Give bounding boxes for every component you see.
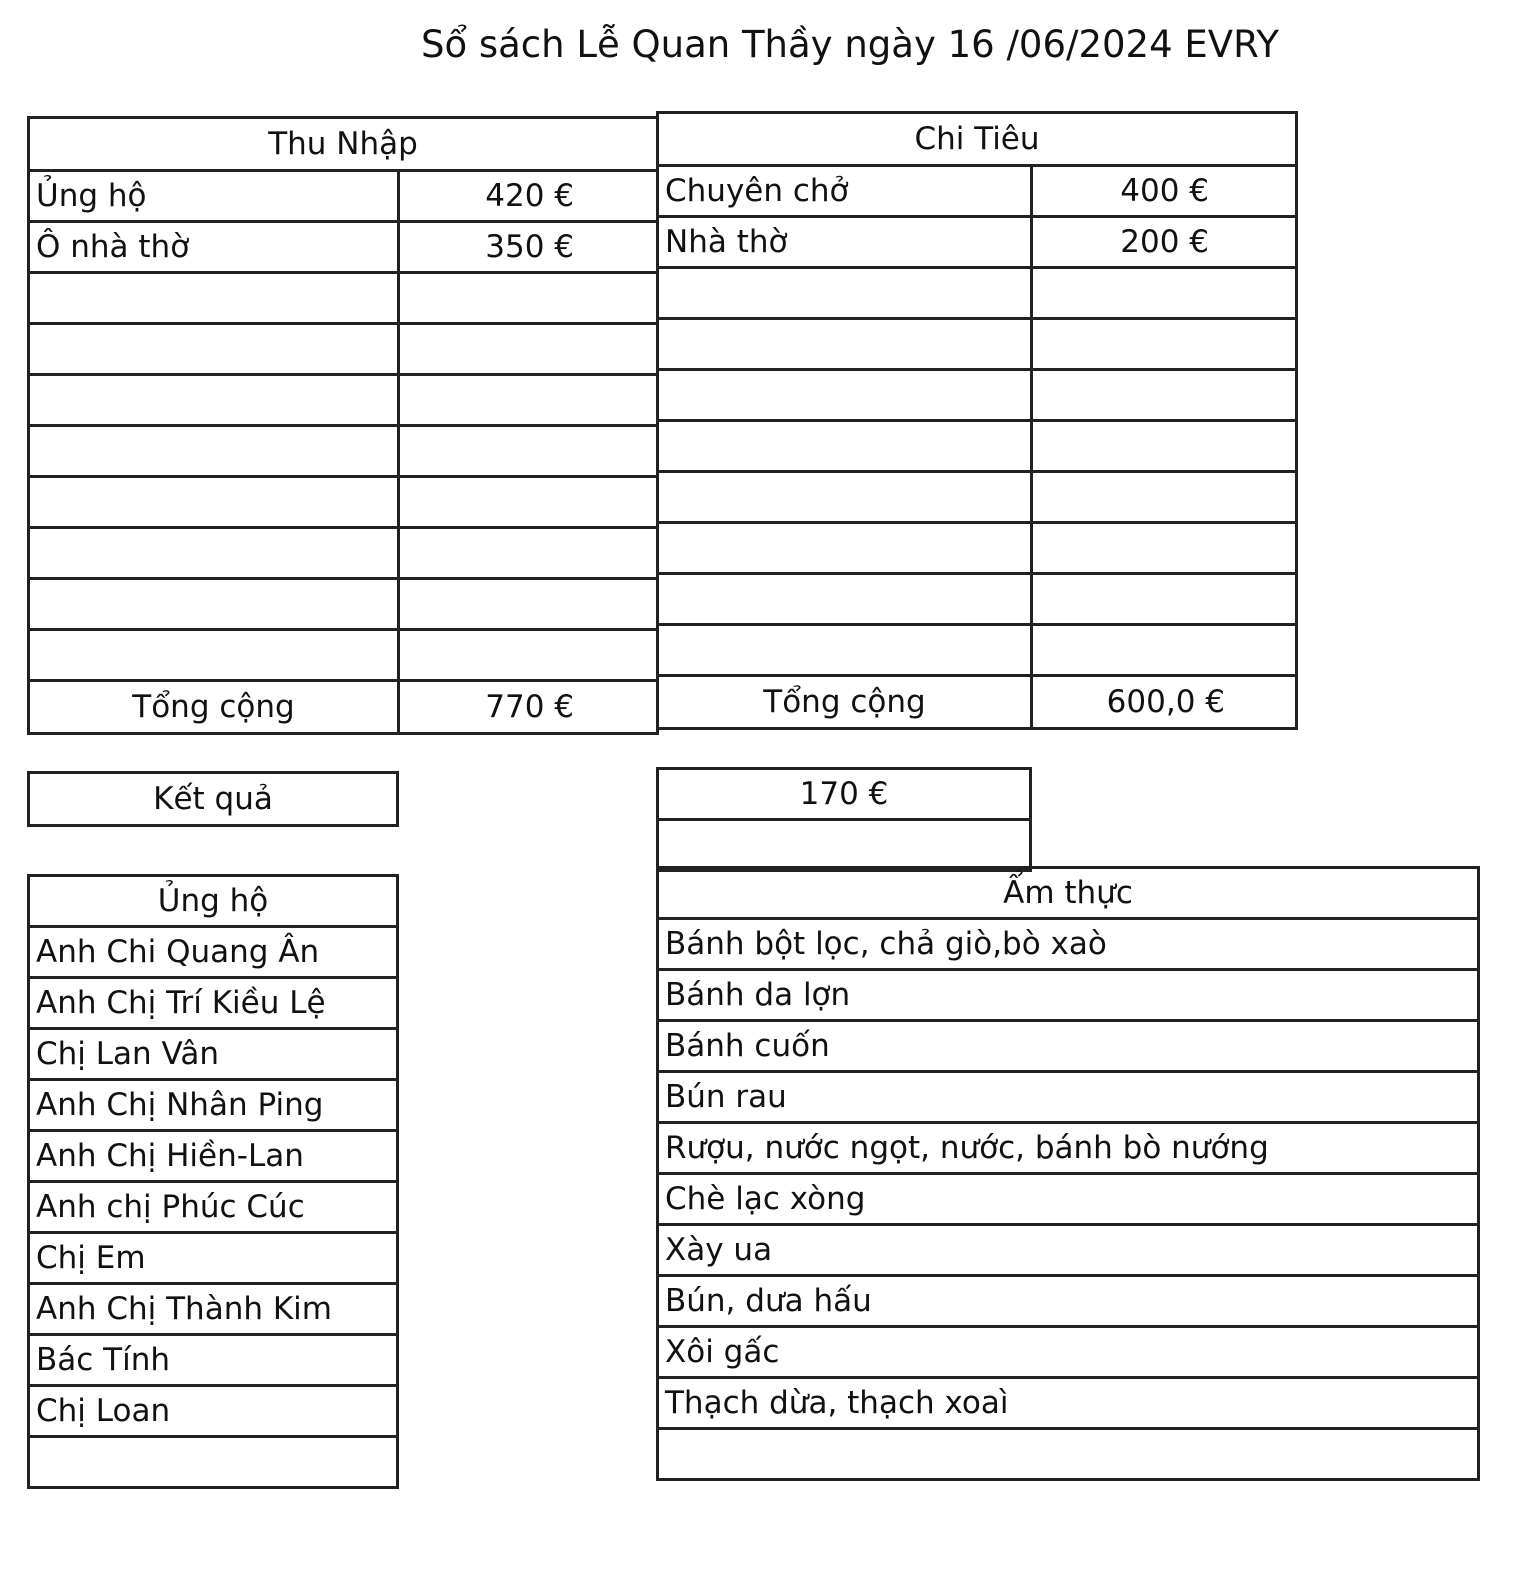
food-item: Thạch dừa, thạch xoaì	[659, 1379, 1480, 1430]
donors-table	[27, 874, 399, 1489]
empty-cell	[1033, 575, 1298, 626]
empty-cell	[30, 631, 400, 682]
donor-name: Anh Chị Thành Kim	[30, 1285, 399, 1336]
empty-cell	[30, 580, 400, 631]
expense-header: Chi Tiêu	[659, 114, 1298, 167]
empty-cell	[659, 821, 1032, 872]
expense-row-amount: 200 €	[1033, 218, 1298, 269]
donors-header: Ủng hộ	[30, 877, 399, 928]
empty-cell	[1033, 524, 1298, 575]
food-table	[656, 866, 1480, 1481]
expense-table	[656, 111, 1298, 730]
result-box	[27, 771, 399, 827]
empty-cell	[1033, 269, 1298, 320]
food-item: Xày ua	[659, 1226, 1480, 1277]
empty-cell	[659, 371, 1033, 422]
empty-cell	[30, 376, 400, 427]
empty-cell	[400, 325, 659, 376]
empty-cell	[30, 325, 400, 376]
empty-cell	[1033, 473, 1298, 524]
empty-cell	[400, 529, 659, 580]
empty-cell	[659, 422, 1033, 473]
food-item: Xôi gấc	[659, 1328, 1480, 1379]
empty-cell	[659, 575, 1033, 626]
empty-cell	[1033, 371, 1298, 422]
empty-cell	[400, 376, 659, 427]
donor-name: Anh Chi Quang Ân	[30, 928, 399, 979]
empty-cell	[30, 1438, 399, 1489]
page-title: Sổ sách Lễ Quan Thầy ngày 16 /06/2024 EVRY	[420, 23, 1280, 66]
expense-total-label: Tổng cộng	[659, 677, 1033, 730]
food-item: Chè lạc xòng	[659, 1175, 1480, 1226]
empty-cell	[30, 529, 400, 580]
empty-cell	[1033, 320, 1298, 371]
empty-cell	[400, 580, 659, 631]
donor-name: Anh Chị Hiền-Lan	[30, 1132, 399, 1183]
donor-name: Anh Chị Trí Kiều Lệ	[30, 979, 399, 1030]
food-header: Ẩm thực	[659, 869, 1480, 920]
balance-box	[656, 767, 1032, 872]
food-item: Bún rau	[659, 1073, 1480, 1124]
donor-name: Anh chị Phúc Cúc	[30, 1183, 399, 1234]
empty-cell	[400, 631, 659, 682]
donor-name: Anh Chị Nhân Ping	[30, 1081, 399, 1132]
empty-cell	[30, 478, 400, 529]
income-row-label: Ủng hộ	[30, 172, 400, 223]
empty-cell	[400, 274, 659, 325]
donor-name: Chị Loan	[30, 1387, 399, 1438]
empty-cell	[659, 269, 1033, 320]
expense-row-label: Nhà thờ	[659, 218, 1033, 269]
food-item: Bánh bột lọc, chả giò,bò xaò	[659, 920, 1480, 971]
income-total-amount: 770 €	[400, 682, 659, 735]
empty-cell	[30, 427, 400, 478]
empty-cell	[659, 524, 1033, 575]
income-row-label: Ô nhà thờ	[30, 223, 400, 274]
food-item: Bánh cuốn	[659, 1022, 1480, 1073]
donor-name: Chị Lan Vân	[30, 1030, 399, 1081]
empty-cell	[659, 626, 1033, 677]
empty-cell	[1033, 422, 1298, 473]
food-item: Bánh da lợn	[659, 971, 1480, 1022]
empty-cell	[400, 427, 659, 478]
income-total-label: Tổng cộng	[30, 682, 400, 735]
empty-cell	[659, 320, 1033, 371]
expense-total-amount: 600,0 €	[1033, 677, 1298, 730]
result-value: 170 €	[659, 770, 1032, 821]
empty-cell	[659, 473, 1033, 524]
empty-cell	[30, 274, 400, 325]
empty-cell	[1033, 626, 1298, 677]
donor-name: Chị Em	[30, 1234, 399, 1285]
income-row-amount: 350 €	[400, 223, 659, 274]
income-table	[27, 116, 659, 735]
donor-name: Bác Tính	[30, 1336, 399, 1387]
expense-row-label: Chuyên chở	[659, 167, 1033, 218]
food-item: Bún, dưa hấu	[659, 1277, 1480, 1328]
food-item: Rượu, nước ngọt, nước, bánh bò nướng	[659, 1124, 1480, 1175]
expense-row-amount: 400 €	[1033, 167, 1298, 218]
income-header: Thu Nhập	[30, 119, 659, 172]
empty-cell	[659, 1430, 1480, 1481]
income-row-amount: 420 €	[400, 172, 659, 223]
result-label: Kết quả	[30, 774, 399, 827]
empty-cell	[400, 478, 659, 529]
